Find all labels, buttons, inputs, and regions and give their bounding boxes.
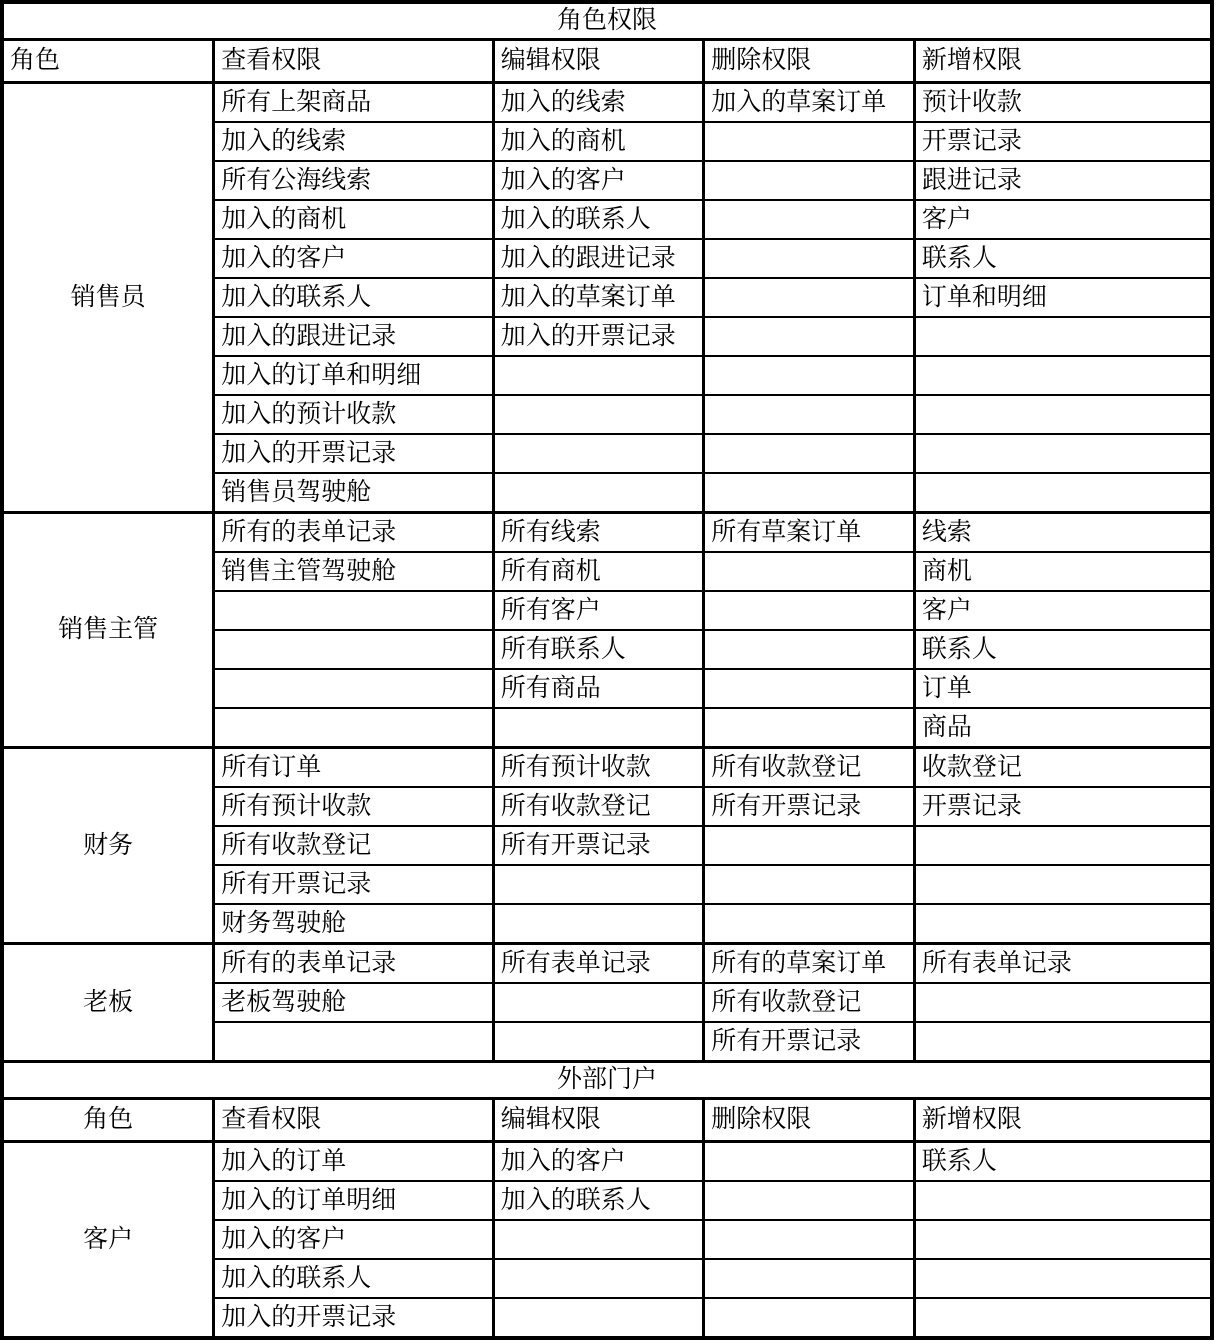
permission-cell: 所有收款登记: [704, 983, 915, 1022]
permission-cell: 所有收款登记: [493, 787, 704, 826]
permission-cell: 所有开票记录: [704, 787, 915, 826]
permission-cell: 加入的客户: [493, 161, 704, 200]
permission-cell: 加入的线索: [214, 122, 494, 161]
permission-cell: 订单: [914, 669, 1212, 708]
permission-cell: 加入的商机: [493, 122, 704, 161]
permission-cell: 加入的客户: [214, 1220, 494, 1259]
permission-cell: 加入的客户: [214, 239, 494, 278]
permission-cell: 加入的跟进记录: [214, 317, 494, 356]
permission-cell: [704, 669, 915, 708]
column-header: 删除权限: [704, 1099, 915, 1142]
permission-cell: 所有开票记录: [493, 826, 704, 865]
permission-cell: [914, 473, 1212, 513]
permission-cell: [493, 395, 704, 434]
table-row: [2, 513, 1212, 553]
permission-cell: 加入的客户: [493, 1142, 704, 1182]
permission-cell: 加入的开票记录: [214, 434, 494, 473]
column-header: 角色: [2, 40, 214, 83]
permission-cell: 所有收款登记: [704, 748, 915, 788]
permission-cell: [704, 1220, 915, 1259]
permission-cell: 加入的订单和明细: [214, 356, 494, 395]
permission-cell: 所有开票记录: [704, 1022, 915, 1062]
permission-cell: [914, 1022, 1212, 1062]
permission-cell: [704, 1259, 915, 1298]
permission-cell: [704, 239, 915, 278]
permission-cell: [914, 983, 1212, 1022]
permission-cell: [704, 278, 915, 317]
permission-cell: [704, 200, 915, 239]
table-row: [2, 944, 1212, 984]
permission-cell: 所有表单记录: [493, 944, 704, 984]
permission-cell: 订单和明细: [914, 278, 1212, 317]
permission-cell: 加入的联系人: [493, 1181, 704, 1220]
role-name: 销售主管: [2, 513, 214, 748]
permission-cell: 商品: [914, 708, 1212, 748]
permission-cell: 所有上架商品: [214, 83, 494, 123]
permission-cell: 加入的联系人: [493, 200, 704, 239]
permission-cell: 商机: [914, 552, 1212, 591]
permission-cell: [214, 669, 494, 708]
permission-cell: [493, 904, 704, 944]
permission-cell: [704, 356, 915, 395]
permission-cell: [704, 865, 915, 904]
permission-cell: 所有的表单记录: [214, 513, 494, 553]
permission-cell: 销售主管驾驶舱: [214, 552, 494, 591]
permission-cell: [493, 473, 704, 513]
table-title-row: [2, 1062, 1212, 1099]
permission-cell: [704, 473, 915, 513]
permission-cell: 加入的商机: [214, 200, 494, 239]
permission-cell: 所有预计收款: [214, 787, 494, 826]
table-row: [2, 1142, 1212, 1182]
permission-cell: [914, 1259, 1212, 1298]
permission-cell: 加入的线索: [493, 83, 704, 123]
permission-cell: [214, 1022, 494, 1062]
permission-cell: [704, 434, 915, 473]
permission-cell: [214, 591, 494, 630]
permission-cell: [214, 630, 494, 669]
permission-cell: [704, 395, 915, 434]
permission-cell: 销售员驾驶舱: [214, 473, 494, 513]
permission-cell: 收款登记: [914, 748, 1212, 788]
column-header: 角色: [2, 1099, 214, 1142]
permission-cell: 客户: [914, 200, 1212, 239]
table-title: 角色权限: [2, 2, 1212, 40]
permission-cell: 所有客户: [493, 591, 704, 630]
role-name: 销售员: [2, 83, 214, 513]
permission-cell: [914, 395, 1212, 434]
table-title: 外部门户: [2, 1062, 1212, 1099]
permission-cell: [704, 1298, 915, 1338]
permission-cell: 加入的开票记录: [214, 1298, 494, 1338]
permission-cell: 所有表单记录: [914, 944, 1212, 984]
permission-cell: [914, 356, 1212, 395]
permission-cell: [914, 1220, 1212, 1259]
table-row: [2, 748, 1212, 788]
column-header: 删除权限: [704, 40, 915, 83]
permission-cell: [704, 591, 915, 630]
permission-cell: [914, 1298, 1212, 1338]
permission-cell: [704, 552, 915, 591]
permission-cell: 所有商机: [493, 552, 704, 591]
permission-cell: 开票记录: [914, 787, 1212, 826]
permission-cell: [493, 708, 704, 748]
column-header: 新增权限: [914, 40, 1212, 83]
permission-cell: [493, 1259, 704, 1298]
permission-cell: 加入的开票记录: [493, 317, 704, 356]
permission-cell: [493, 983, 704, 1022]
permission-cell: 开票记录: [914, 122, 1212, 161]
header-row: [2, 40, 1212, 83]
permission-cell: 联系人: [914, 239, 1212, 278]
permission-cell: 加入的预计收款: [214, 395, 494, 434]
column-header: 新增权限: [914, 1099, 1212, 1142]
permission-cell: 财务驾驶舱: [214, 904, 494, 944]
permission-cell: [704, 1181, 915, 1220]
role-name: 财务: [2, 748, 214, 944]
column-header: 编辑权限: [493, 1099, 704, 1142]
permission-cell: [704, 1142, 915, 1182]
permission-cell: 所有线索: [493, 513, 704, 553]
permission-cell: [493, 1022, 704, 1062]
permission-cell: 联系人: [914, 1142, 1212, 1182]
permission-cell: 所有公海线索: [214, 161, 494, 200]
permission-cell: 线索: [914, 513, 1212, 553]
permission-cell: 所有的草案订单: [704, 944, 915, 984]
permission-cell: 所有商品: [493, 669, 704, 708]
permission-cell: [493, 356, 704, 395]
permission-cell: [914, 904, 1212, 944]
table-title-row: [2, 2, 1212, 40]
permission-cell: [704, 826, 915, 865]
permission-cell: 加入的跟进记录: [493, 239, 704, 278]
permission-cell: 所有收款登记: [214, 826, 494, 865]
permission-cell: [914, 434, 1212, 473]
table-row: [2, 83, 1212, 123]
role-name: 客户: [2, 1142, 214, 1339]
column-header: 查看权限: [214, 40, 494, 83]
permission-cell: [493, 434, 704, 473]
permission-cell: 加入的草案订单: [493, 278, 704, 317]
permission-cell: 所有草案订单: [704, 513, 915, 553]
permission-cell: [914, 1181, 1212, 1220]
permission-cell: 加入的联系人: [214, 1259, 494, 1298]
permission-cell: 所有预计收款: [493, 748, 704, 788]
permission-cell: [914, 317, 1212, 356]
role-name: 老板: [2, 944, 214, 1062]
column-header: 编辑权限: [493, 40, 704, 83]
permission-cell: [493, 865, 704, 904]
permission-cell: [704, 122, 915, 161]
permission-cell: [704, 161, 915, 200]
permission-cell: [914, 826, 1212, 865]
permission-cell: [914, 865, 1212, 904]
permission-cell: 加入的订单: [214, 1142, 494, 1182]
permission-cell: 加入的订单明细: [214, 1181, 494, 1220]
permission-cell: 老板驾驶舱: [214, 983, 494, 1022]
permission-cell: 所有开票记录: [214, 865, 494, 904]
permission-cell: [704, 317, 915, 356]
permission-cell: 联系人: [914, 630, 1212, 669]
permission-cell: 客户: [914, 591, 1212, 630]
permission-cell: [493, 1298, 704, 1338]
permission-cell: 加入的草案订单: [704, 83, 915, 123]
permission-cell: [704, 904, 915, 944]
permission-cell: 所有订单: [214, 748, 494, 788]
permission-cell: 跟进记录: [914, 161, 1212, 200]
permission-cell: 预计收款: [914, 83, 1212, 123]
permission-cell: [493, 1220, 704, 1259]
permission-cell: [214, 708, 494, 748]
permission-cell: [704, 630, 915, 669]
permission-cell: 加入的联系人: [214, 278, 494, 317]
header-row: [2, 1099, 1212, 1142]
permission-cell: 所有的表单记录: [214, 944, 494, 984]
column-header: 查看权限: [214, 1099, 494, 1142]
permission-cell: 所有联系人: [493, 630, 704, 669]
permission-cell: [704, 708, 915, 748]
